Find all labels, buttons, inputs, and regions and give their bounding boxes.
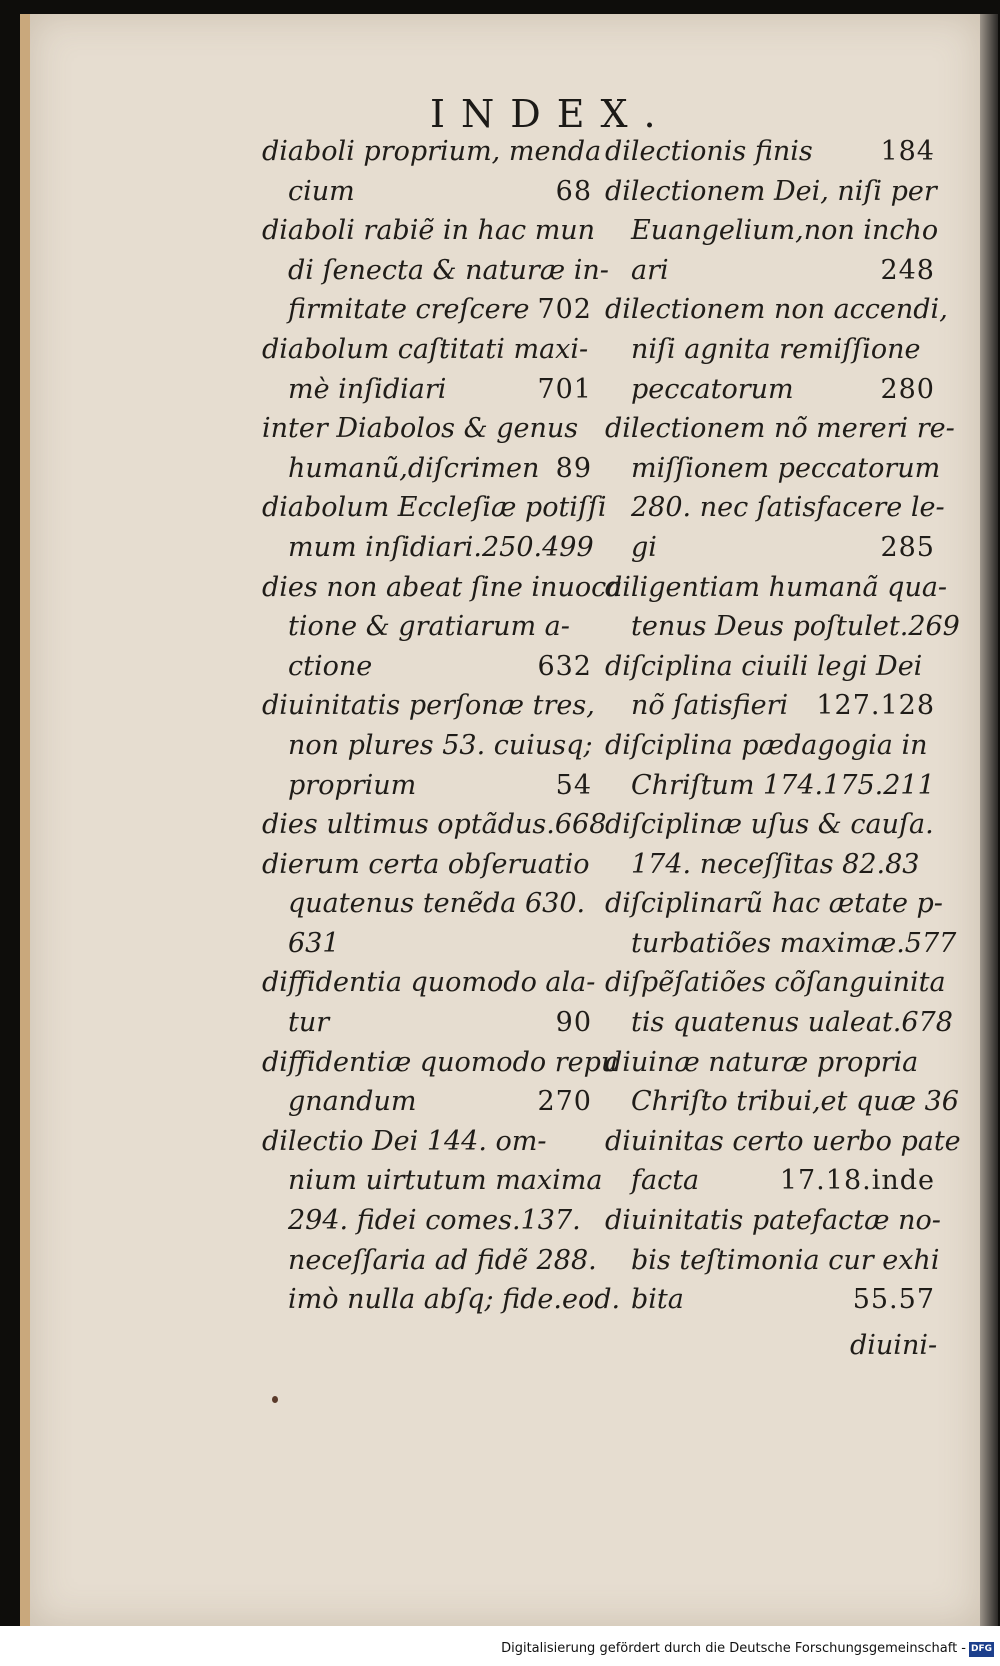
- entry-text: proprium: [288, 769, 417, 801]
- dfg-logo: DFG: [969, 1642, 994, 1657]
- index-entry-line: [605, 330, 935, 370]
- entry-text: dilectionem nõ mereri re-: [605, 413, 955, 445]
- entry-text: peccatorum: [631, 373, 794, 405]
- entry-text: tione & gratiarum a-: [288, 611, 570, 643]
- index-entry-line: [262, 409, 592, 449]
- entry-text: dilectionem Dei, niſi per: [605, 175, 937, 207]
- entry-text: ari: [631, 254, 669, 286]
- index-entry-line: [262, 845, 592, 885]
- index-entry-line: [605, 805, 935, 845]
- entry-page-number: 68: [555, 175, 592, 207]
- index-entry-line: [605, 845, 935, 885]
- index-entry-line: [262, 251, 609, 291]
- page-header: INDEX.: [430, 92, 672, 136]
- entry-page-number: 127.128: [816, 690, 935, 722]
- entry-text: nõ ſatisfieri: [631, 690, 789, 722]
- entry-text: diſciplinarũ hac ætate p-: [605, 888, 943, 920]
- entry-text: neceſſaria ad fidẽ 288.: [288, 1244, 597, 1276]
- entry-page-number: 280: [880, 373, 935, 405]
- index-entry-line: [262, 1082, 592, 1122]
- index-entry-line: [262, 963, 596, 1003]
- entry-text: Euangelium,non incho: [631, 215, 939, 247]
- entry-text: tis quatenus ualeat.678: [631, 1007, 953, 1039]
- entry-text: firmitate creſcere: [288, 294, 530, 326]
- index-entry-line: [262, 686, 595, 726]
- entry-text: diffidentia quomodo ala-: [262, 967, 596, 999]
- index-entry-line: [605, 686, 935, 726]
- entry-text: niſi agnita remiſſione: [631, 333, 921, 365]
- entry-text: diaboli rabiẽ in hac mun: [262, 215, 596, 247]
- entry-text: dierum certa obſeruatio: [262, 848, 590, 880]
- entry-text: diſciplina pædagogia in: [605, 729, 928, 761]
- entry-text: diuinitatis patefactæ no-: [605, 1205, 941, 1237]
- entry-text: ctione: [288, 650, 373, 682]
- index-entry-line: [605, 290, 948, 330]
- entry-page-number: 90: [555, 1007, 592, 1039]
- entry-page-number: 632: [537, 650, 592, 682]
- entry-text: diaboli proprium, menda: [262, 136, 602, 167]
- entry-page-number: 248: [880, 254, 935, 286]
- index-entry-line: [262, 211, 596, 251]
- entry-text: imò nulla abſq; fide.eod.: [288, 1284, 621, 1316]
- entry-page-number: 270: [537, 1086, 592, 1118]
- index-entry-line: [605, 211, 939, 251]
- entry-text: non plures 53. cuiusq;: [288, 729, 593, 761]
- entry-text: cium: [288, 175, 355, 207]
- ink-speck: [272, 1396, 278, 1403]
- index-entry-line: [605, 1241, 940, 1281]
- entry-text: Chriſto tribui,et quæ 36: [631, 1086, 959, 1118]
- index-entry-line: [605, 568, 948, 608]
- index-entry-line: [605, 1122, 961, 1162]
- index-entry-line: [262, 1003, 592, 1043]
- entry-page-number: 89: [555, 452, 592, 484]
- entry-text: di ſenecta & naturæ in-: [288, 254, 609, 286]
- index-column-right: [605, 132, 961, 1320]
- entry-text: quatenus tenẽda 630.: [288, 888, 586, 920]
- footer-bar: [0, 1626, 1000, 1666]
- entry-page-number: 701: [537, 373, 592, 405]
- index-entry-line: [262, 726, 592, 766]
- entry-text: 280. nec ſatisfacere le-: [631, 492, 945, 524]
- entry-text: diligentiam humanã qua-: [605, 571, 948, 603]
- index-entry-line: [605, 1280, 935, 1320]
- entry-text: diuinitas certo uerbo pate: [605, 1125, 961, 1157]
- index-entry-line: [262, 805, 607, 845]
- index-entry-line: [605, 370, 935, 410]
- index-entry-line: [262, 528, 592, 568]
- entry-page-number: 285: [880, 531, 935, 563]
- index-entry-line: [262, 1201, 592, 1241]
- index-entry-line: [605, 884, 943, 924]
- index-entry-line: [262, 884, 592, 924]
- index-entry-line: [262, 647, 592, 687]
- entry-text: diabolum Eccleſiæ potiſſi: [262, 492, 607, 524]
- index-entry-line: [605, 132, 935, 172]
- index-entry-line: [605, 607, 960, 647]
- entry-page-number: 55.57: [852, 1284, 935, 1316]
- entry-text: dilectionem non accendi,: [605, 294, 948, 326]
- index-entry-line: [262, 568, 623, 608]
- page-edge: [980, 14, 998, 1626]
- entry-text: diffidentiæ quomodo repu: [262, 1046, 619, 1078]
- index-entry-line: [262, 330, 592, 370]
- index-entry-line: [605, 1161, 935, 1201]
- index-entry-line: [262, 1280, 621, 1320]
- index-entry-line: [605, 172, 935, 212]
- index-entry-line: [262, 1161, 603, 1201]
- entry-text: diſciplinæ uſus & cauſa.: [605, 809, 934, 841]
- entry-text: mè inſidiari: [288, 373, 447, 405]
- index-entry-line: [262, 607, 592, 647]
- index-entry-line: [605, 1043, 935, 1083]
- entry-text: mum inſidiari.250.499: [288, 531, 594, 563]
- index-entry-line: [605, 409, 955, 449]
- index-entry-line: [262, 132, 602, 172]
- index-entry-line: [262, 488, 607, 528]
- index-entry-line: [605, 488, 945, 528]
- entry-text: inter Diabolos & genus: [262, 413, 579, 445]
- entry-text: humanũ,diſcrimen: [288, 452, 540, 484]
- index-entry-line: [262, 449, 592, 489]
- index-entry-line: [605, 251, 935, 291]
- entry-text: bita: [631, 1284, 684, 1316]
- entry-page-number: 184: [880, 136, 935, 167]
- entry-text: dies non abeat ſine inuoca: [262, 571, 623, 603]
- index-entry-line: [262, 290, 592, 330]
- index-entry-line: [262, 370, 592, 410]
- index-entry-line: [262, 766, 592, 806]
- entry-page-number: 54: [555, 769, 592, 801]
- index-entry-line: [605, 1082, 959, 1122]
- entry-text: nium uirtutum maxima: [288, 1165, 603, 1197]
- index-entry-line: [605, 449, 941, 489]
- entry-text: tenus Deus poſtulet.269: [631, 611, 960, 643]
- entry-text: diſciplina ciuili legi Dei: [605, 650, 923, 682]
- entry-text: dilectio Dei 144. om-: [262, 1125, 547, 1157]
- index-entry-line: [262, 172, 592, 212]
- entry-text: diſpẽſatiões cõſanguinita: [605, 967, 946, 999]
- entry-text: dies ultimus optãdus.668: [262, 809, 607, 841]
- entry-page-number: 702: [537, 294, 592, 326]
- index-column-left: [262, 132, 623, 1320]
- entry-text: diuinitatis perſonæ tres,: [262, 690, 595, 722]
- index-entry-line: [262, 1043, 619, 1083]
- entry-page-number: 17.18.inde: [779, 1165, 935, 1197]
- entry-text: miſſionem peccatorum: [631, 452, 941, 484]
- catchword: diuini-: [850, 1330, 938, 1361]
- footer-credit: Digitalisierung gefördert durch die Deutsche Forschungsgemeinschaft -: [501, 1641, 966, 1656]
- entry-text: facta: [631, 1165, 700, 1197]
- index-entry-line: [605, 1201, 941, 1241]
- index-entry-line: [605, 924, 957, 964]
- entry-text: 294. fidei comes.137.: [288, 1205, 581, 1237]
- entry-text: 174. neceſſitas 82.83: [631, 848, 920, 880]
- entry-text: Chriſtum 174.175.211: [631, 769, 935, 801]
- entry-text: dilectionis finis: [605, 136, 813, 167]
- entry-text: bis teſtimonia cur exhi: [631, 1244, 940, 1276]
- entry-text: 631: [288, 927, 340, 959]
- index-entry-line: [262, 1122, 592, 1162]
- entry-text: diabolum caſtitati maxi-: [262, 333, 589, 365]
- index-entry-line: [605, 528, 935, 568]
- entry-text: diuinæ naturæ propria: [605, 1046, 919, 1078]
- index-entry-line: [605, 766, 935, 806]
- entry-text: tur: [288, 1007, 330, 1039]
- index-entry-line: [605, 726, 935, 766]
- index-entry-line: [605, 647, 935, 687]
- entry-text: gi: [631, 531, 657, 563]
- index-entry-line: [605, 1003, 953, 1043]
- entry-text: gnandum: [288, 1086, 417, 1118]
- index-entry-line: [262, 924, 592, 964]
- entry-text: turbatiões maximæ.577: [631, 927, 957, 959]
- index-entry-line: [262, 1241, 597, 1281]
- index-entry-line: [605, 963, 946, 1003]
